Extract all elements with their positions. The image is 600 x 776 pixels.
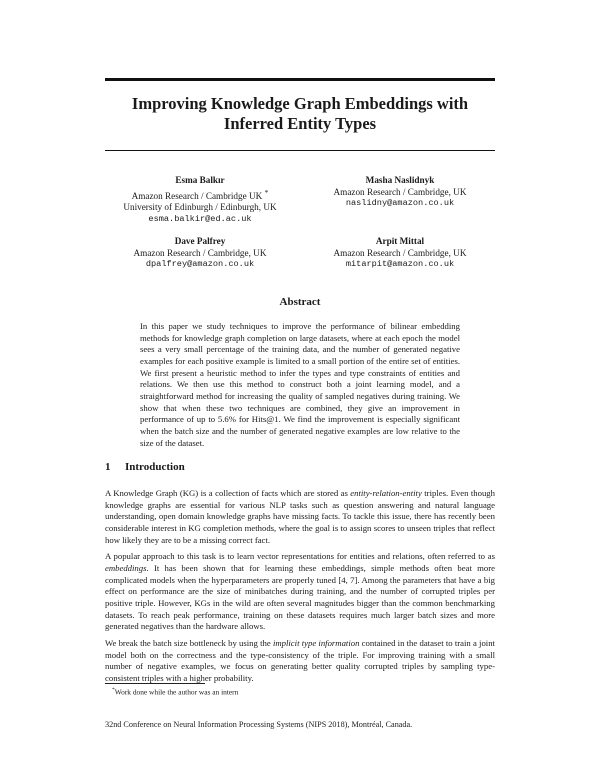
footnote-mark: * — [112, 687, 115, 693]
emphasis: embeddings — [105, 562, 147, 573]
emphasis: entity-relation-entity — [350, 488, 422, 498]
author-affiliation-2: University of Edinburgh / Edinburgh, UK — [123, 202, 277, 213]
title-line-2: Inferred Entity Types — [223, 114, 377, 133]
author-block-3 — [105, 236, 295, 271]
author-affiliation: Amazon Research / Cambridge UK — [131, 190, 263, 201]
emphasis: implicit type information — [272, 637, 360, 648]
paragraph-2: A popular approach to this task is to learn vector representations for entities and relations, often referred to as embeddings. It has been shown that for learning these embeddings, simple methods often beat more complicated models when the hyperparameters are properly tuned [4, 7]. Among the parameters that have a big effect on performance are the size of minibatches during training, and the number of corrupted triples per positive triple. However, KGs in the wild are often several magnitudes bigger than the common benchmarking datasets. To reach peak performance, training on these datasets requires much larger batch sizes and more generated negatives than the hardware allows. — [105, 551, 495, 632]
title-top-rule — [105, 78, 495, 81]
paragraph-3: We break the batch size bottleneck by using the implicit type information contained in the dataset to train a joint model both on the correctness and the type-consistency of the triple. For improving training with a small number of negative examples, we focus on generating better quality corrupted triples by sampling type-consistent triples with a higher probability. — [105, 637, 495, 683]
section-heading — [105, 461, 185, 473]
author-affiliation: Amazon Research / Cambridge, UK — [133, 247, 267, 258]
author-name: Esma Balkır — [175, 175, 225, 185]
author-block-4 — [300, 236, 500, 271]
author-affiliation: Amazon Research / Cambridge, UK — [333, 247, 467, 258]
author-block-2 — [300, 175, 500, 210]
venue-footer: 32nd Conference on Neural Information Processing Systems (NIPS 2018), Montréal, Canada. — [105, 720, 413, 729]
section-number: 1 — [105, 461, 111, 473]
author-email[interactable]: esma.balkir@ed.ac.uk — [148, 213, 252, 224]
author-affiliation: Amazon Research / Cambridge, UK — [333, 186, 467, 197]
abstract-heading: Abstract — [279, 296, 321, 308]
author-block-1 — [105, 175, 295, 225]
author-name: Arpit Mittal — [375, 236, 425, 246]
introduction-body — [105, 488, 495, 690]
title-bottom-rule — [105, 150, 495, 151]
footnote-rule — [105, 683, 205, 684]
author-email[interactable]: naslidny@amazon.co.uk — [345, 198, 455, 208]
footnote-text: Work done while the author was an intern — [114, 687, 239, 697]
section-title: Introduction — [125, 461, 185, 473]
affiliation-footnote-mark: * — [264, 187, 269, 197]
paragraph-1: A Knowledge Graph (KG) is a collection of facts which are stored as entity-relation-entity triples. Even though knowledge graphs are essential for various NLP tasks such as question answering and natural language understanding, open domain knowledge graphs have missing facts. To tackle this issue, there has recently been considerable interest in KG completion methods, where the goal is to assign scores to unseen triples that reflect how likely they are to be a missing correct fact. — [105, 488, 495, 545]
abstract-text: In this paper we study techniques to improve the performance of bilinear embedding methods for knowledge graph completion on large datasets, where at each epoch the model sees a very small percentage of the training data, and the number of generated negative examples for each positive example is limited to a small portion of the entire set of entities. We first present a heuristic method to infer the types and type constraints of entities and relations. We then use this method to construct both a joint learning model, and a straightforward method for increasing the quality of sampled negatives during training. We show that when these two techniques are combined, they give an improvement in performance of up to 5.6% for Hits@1. We find the improvement is especially significant when the batch size and the number of generated negative examples are low relative to the size of the dataset. — [140, 321, 460, 448]
paper-title — [105, 94, 495, 134]
title-line-1: Improving Knowledge Graph Embeddings with — [131, 94, 469, 113]
author-name: Masha Naslidnyk — [365, 175, 435, 185]
footnote — [112, 686, 238, 696]
author-email[interactable]: mitarpit@amazon.co.uk — [345, 259, 455, 269]
author-email[interactable]: dpalfrey@amazon.co.uk — [145, 259, 255, 269]
author-name: Dave Palfrey — [174, 236, 226, 246]
